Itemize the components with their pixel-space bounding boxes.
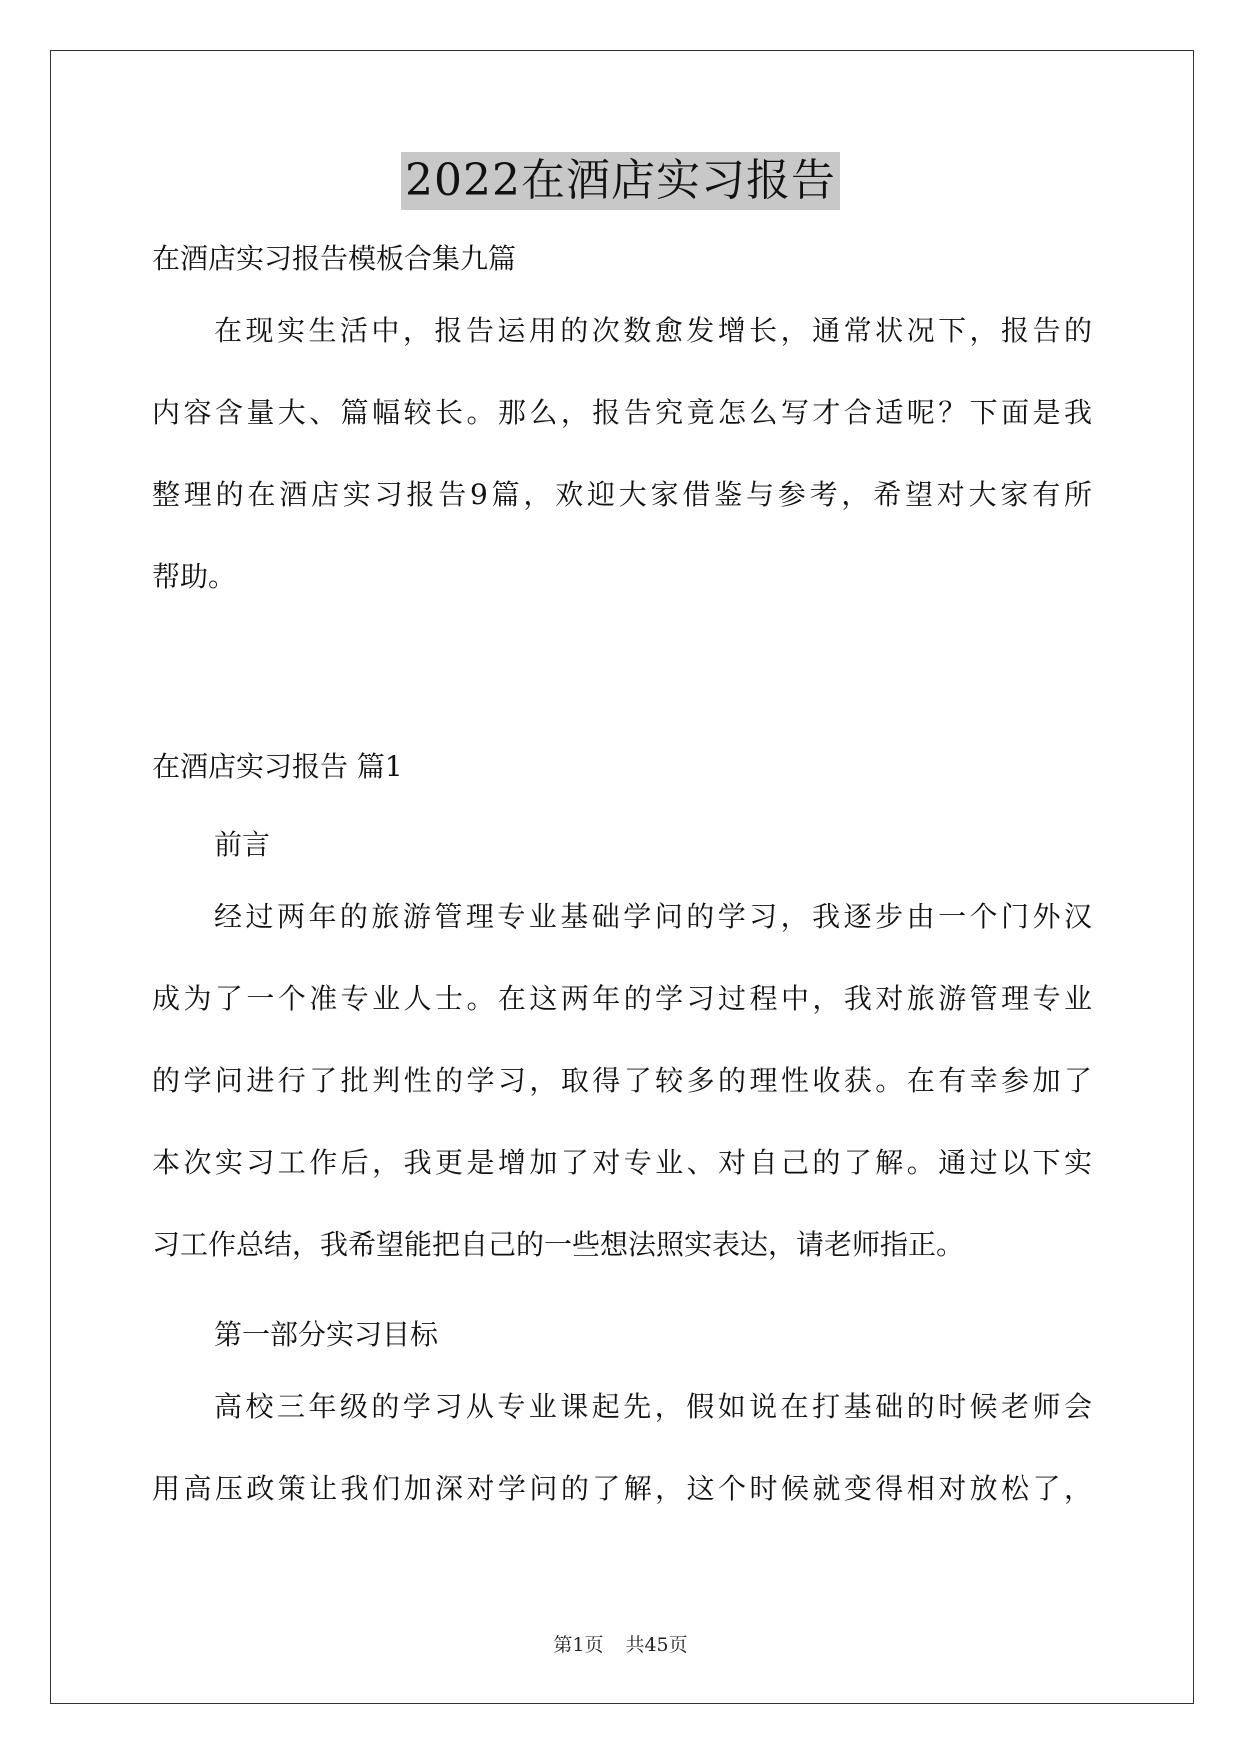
part-heading: 第一部分实习目标	[214, 1318, 439, 1351]
paragraph-line: 内容含量大、篇幅较长。那么，报告究竟怎么写才合适呢？下面是我	[152, 396, 1092, 429]
paragraph-line: 的学问进行了批判性的学习，取得了较多的理性收获。在有幸参加了	[152, 1064, 1092, 1097]
preface-heading: 前言	[214, 828, 271, 861]
paragraph-line: 本次实习工作后，我更是增加了对专业、对自己的了解。通过以下实	[152, 1146, 1092, 1179]
paragraph-line: 帮助。	[152, 560, 237, 593]
page-footer	[0, 1630, 1241, 1657]
paragraph-line: 在现实生活中，报告运用的次数愈发增长，通常状况下，报告的	[214, 314, 1092, 347]
paragraph-line: 经过两年的旅游管理专业基础学问的学习，我逐步由一个门外汉	[214, 900, 1092, 933]
paragraph-line: 用高压政策让我们加深对学问的了解，这个时候就变得相对放松了，	[152, 1472, 1092, 1505]
document-title	[0, 152, 1241, 210]
paragraph-line: 习工作总结，我希望能把自己的一些想法照实表达，请老师指正。	[152, 1228, 965, 1261]
part-paragraph	[152, 1366, 1092, 1530]
page-total: 共45页	[625, 1634, 688, 1656]
section-heading: 在酒店实习报告 篇1	[152, 750, 403, 783]
title-text: 2022在酒店实习报告	[401, 152, 840, 210]
paragraph-line: 整理的在酒店实习报告9篇，欢迎大家借鉴与参考，希望对大家有所	[152, 478, 1092, 511]
intro-paragraph	[152, 290, 1092, 618]
preface-paragraph	[152, 876, 1092, 1286]
page-number: 第1页	[553, 1634, 604, 1656]
paragraph-line: 成为了一个准专业人士。在这两年的学习过程中，我对旅游管理专业	[152, 982, 1092, 1015]
paragraph-line: 高校三年级的学习从专业课起先，假如说在打基础的时候老师会	[214, 1390, 1092, 1423]
subtitle: 在酒店实习报告模板合集九篇	[152, 242, 517, 275]
